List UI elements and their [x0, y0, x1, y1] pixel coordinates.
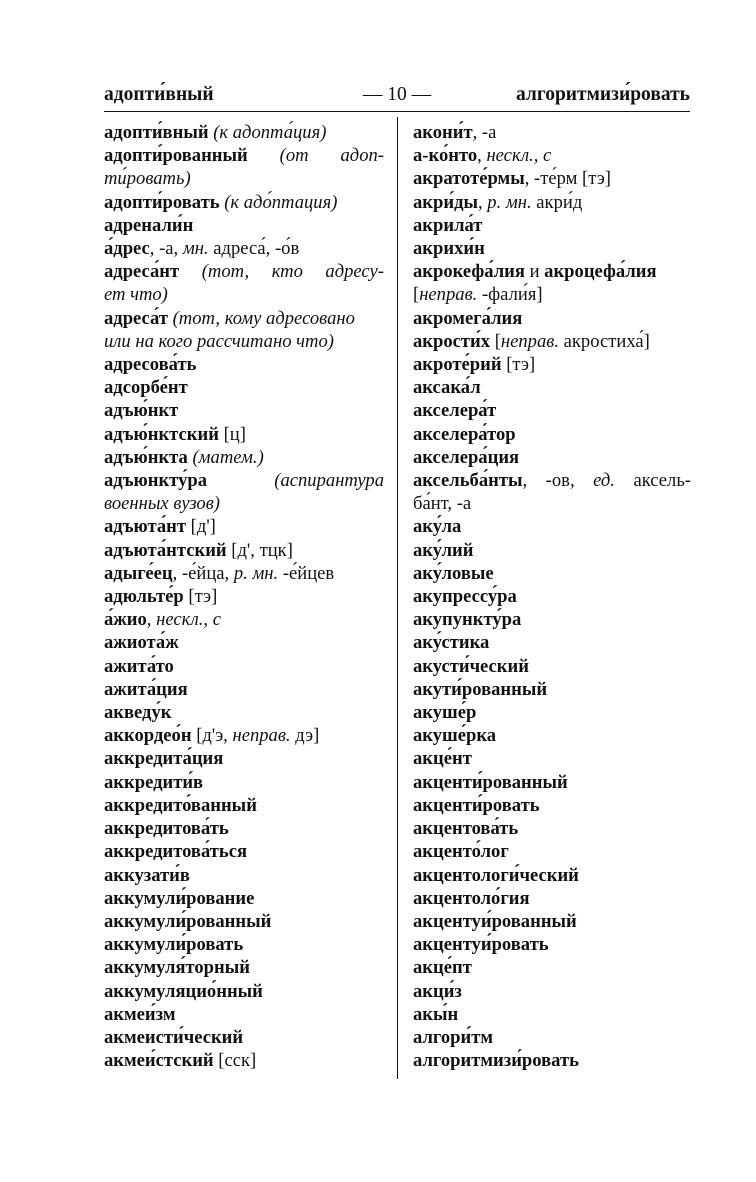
grammar-text: , — [477, 145, 487, 167]
headword: акупункту́ра — [413, 609, 522, 631]
entry-line — [413, 678, 691, 701]
headword: адресова́ть — [104, 354, 197, 376]
dictionary-entry — [104, 631, 384, 654]
headword: адопти́рованный — [104, 145, 280, 167]
dictionary-entry — [413, 446, 691, 469]
headword: аккумуляцио́нный — [104, 980, 263, 1002]
entry-line — [413, 771, 691, 794]
headword: акселера́тор — [413, 423, 516, 445]
entry-line — [104, 980, 384, 1003]
dictionary-entry — [413, 771, 691, 794]
entry-line — [413, 167, 691, 190]
entry-line — [413, 539, 691, 562]
headword: алгоритмизи́ровать — [413, 1050, 579, 1072]
headword: акценти́ровать — [413, 794, 540, 816]
entry-line — [104, 515, 384, 538]
headword: аккузати́в — [104, 864, 190, 886]
grammar-text: [тэ] — [506, 354, 536, 376]
dictionary-entry — [104, 724, 384, 747]
entry-line — [413, 469, 691, 492]
headword: адопти́ровать — [104, 191, 225, 213]
headword: акцентоло́гия — [413, 887, 530, 909]
entry-line — [104, 678, 384, 701]
entry-line — [413, 376, 691, 399]
entry-line — [413, 817, 691, 840]
dictionary-entry — [413, 1003, 691, 1026]
entry-line — [413, 492, 691, 515]
grammar-text: , -е́йца — [172, 562, 225, 584]
headword: акусти́ческий — [413, 655, 529, 677]
grammar-text: [ — [494, 330, 501, 352]
headword: акселера́т — [413, 400, 497, 422]
grammar-text: , — [146, 609, 157, 631]
dictionary-entry — [104, 376, 384, 399]
left-column — [104, 121, 384, 1072]
entry-line — [104, 353, 384, 376]
headword: адюльте́р — [104, 586, 189, 608]
headword: адъю́нкт — [104, 400, 179, 422]
entry-line — [413, 330, 691, 353]
italic-note: р. мн. — [487, 191, 532, 213]
headword: алгори́тм — [413, 1026, 494, 1048]
headword: акценто́лог — [413, 841, 509, 863]
headword: акселера́ция — [413, 446, 520, 468]
dictionary-entry — [413, 980, 691, 1003]
headword: акупрессу́ра — [413, 586, 517, 608]
dictionary-entry — [104, 933, 384, 956]
italic-note: (тот, кому адресовано — [172, 307, 355, 329]
entry-line — [413, 701, 691, 724]
entry-line — [104, 840, 384, 863]
headword: адъюта́нтский — [104, 539, 232, 561]
headword: акрости́х — [413, 330, 495, 352]
grammar-text: акростиха́] — [559, 330, 650, 352]
headword: акценти́рованный — [413, 771, 568, 793]
entry-line — [104, 469, 384, 492]
headword: акри́ды — [413, 191, 478, 213]
headword: ажиота́ж — [104, 632, 179, 654]
headword: адъюнкту́ра — [104, 470, 275, 492]
italic-note: военных вузов) — [104, 493, 220, 515]
entry-line — [104, 562, 384, 585]
headword: акце́пт — [413, 957, 472, 979]
headword: аккумуля́торный — [104, 957, 250, 979]
entry-line — [104, 144, 384, 167]
entry-line — [413, 214, 691, 237]
headword: адсорбе́нт — [104, 377, 188, 399]
dictionary-entry — [413, 608, 691, 631]
headword: акуше́рка — [413, 725, 497, 747]
italic-note: неправ. — [500, 330, 559, 352]
grammar-text: [ — [413, 284, 420, 306]
entry-line — [413, 423, 691, 446]
italic-note: (к адо́птация) — [224, 191, 338, 213]
grammar-text: и — [529, 261, 545, 283]
dictionary-entry — [413, 376, 691, 399]
entry-line — [413, 608, 691, 631]
entry-line — [104, 376, 384, 399]
entry-line — [413, 144, 691, 167]
entry-line — [413, 980, 691, 1003]
dictionary-entry — [104, 191, 384, 214]
entry-line — [104, 539, 384, 562]
grammar-text: адреса́, -о́в — [208, 238, 300, 260]
grammar-text: [тэ] — [188, 586, 218, 608]
grammar-text: дэ] — [290, 725, 320, 747]
dictionary-entry — [413, 724, 691, 747]
headword: акведу́к — [104, 702, 172, 724]
dictionary-entry — [104, 608, 384, 631]
headword: аксака́л — [413, 377, 481, 399]
entry-line — [104, 167, 384, 190]
right-column — [413, 121, 691, 1072]
dictionary-entry — [104, 539, 384, 562]
entry-line — [104, 237, 384, 260]
headword: акцентова́ть — [413, 818, 519, 840]
entry-line — [413, 747, 691, 770]
dictionary-entry — [413, 167, 691, 190]
dictionary-entry — [104, 353, 384, 376]
entry-line — [104, 1026, 384, 1049]
headword: ажита́ция — [104, 678, 188, 700]
headword: акы́н — [413, 1003, 459, 1025]
entry-line — [104, 307, 384, 330]
dictionary-entry — [104, 260, 384, 306]
grammar-text: -е́йцев — [278, 562, 335, 584]
entry-line — [413, 515, 691, 538]
dictionary-entry — [413, 631, 691, 654]
dictionary-entry — [104, 956, 384, 979]
entry-line — [413, 191, 691, 214]
headword: аку́ловые — [413, 562, 494, 584]
headword: акрихи́н — [413, 238, 485, 260]
dictionary-entry — [104, 214, 384, 237]
entry-line — [104, 191, 384, 214]
dictionary-entry — [104, 515, 384, 538]
italic-note: мн. — [182, 238, 209, 260]
entry-line — [413, 956, 691, 979]
dictionary-entry — [413, 260, 691, 306]
dictionary-entry — [413, 655, 691, 678]
headword: акмеисти́ческий — [104, 1026, 244, 1048]
entry-line — [104, 956, 384, 979]
dictionary-entry — [413, 817, 691, 840]
headword: адреса́нт — [104, 261, 202, 283]
dictionary-entry — [413, 121, 691, 144]
dictionary-entry — [413, 191, 691, 214]
entry-line — [104, 121, 384, 144]
entry-line — [413, 655, 691, 678]
entry-line — [104, 423, 384, 446]
dictionary-entry — [104, 423, 384, 446]
dictionary-entry — [413, 237, 691, 260]
entry-line — [104, 817, 384, 840]
dictionary-entry — [413, 423, 691, 446]
dictionary-entry — [413, 562, 691, 585]
dictionary-entry — [104, 817, 384, 840]
entry-line — [104, 701, 384, 724]
italic-note: (к адопта́ция) — [213, 122, 327, 143]
dictionary-entry — [413, 353, 691, 376]
dictionary-entry — [413, 585, 691, 608]
entry-line — [104, 330, 384, 353]
dictionary-entry — [104, 121, 384, 144]
entry-line — [413, 121, 691, 144]
headword: аккредито́ванный — [104, 794, 257, 816]
entry-line — [104, 283, 384, 306]
headword: акроте́рий — [413, 354, 507, 376]
entry-line — [104, 771, 384, 794]
dictionary-entry — [413, 794, 691, 817]
headword: акони́т — [413, 122, 473, 143]
dictionary-entry — [104, 469, 384, 515]
dictionary-entry — [413, 701, 691, 724]
headword: аккредита́ция — [104, 748, 224, 770]
entry-line — [104, 864, 384, 887]
dictionary-entry — [104, 307, 384, 353]
italic-note: , р. мн. — [224, 562, 279, 584]
headword: а́жио — [104, 609, 147, 631]
grammar-text: акри́д — [531, 191, 583, 213]
italic-note: (матем.) — [192, 446, 264, 468]
dictionary-entry — [104, 1049, 384, 1072]
headword: акрокефа́лия — [413, 261, 530, 283]
entry-line — [413, 794, 691, 817]
headword: акрила́т — [413, 214, 483, 236]
dictionary-entry — [104, 1003, 384, 1026]
dictionary-entry — [104, 562, 384, 585]
entry-line — [104, 260, 384, 283]
dictionary-entry — [413, 469, 691, 515]
entry-line — [104, 446, 384, 469]
dictionary-entry — [413, 515, 691, 538]
italic-note: (от адоп- — [279, 145, 384, 167]
headword: акце́нт — [413, 748, 472, 770]
entry-line — [104, 794, 384, 817]
entry-line — [104, 910, 384, 933]
italic-note: ет что) — [104, 284, 168, 306]
dictionary-entry — [413, 910, 691, 933]
headword: адыге́ец — [104, 562, 173, 584]
grammar-text: [д'э, — [196, 725, 233, 747]
headword: акмеи́зм — [104, 1003, 176, 1025]
dictionary-entry — [104, 237, 384, 260]
grammar-text: , -а — [472, 122, 497, 143]
grammar-text: аксель- — [614, 470, 691, 492]
dictionary-entry — [413, 887, 691, 910]
dictionary-entry — [104, 794, 384, 817]
italic-note: или на кого рассчитано что) — [104, 330, 334, 352]
italic-note: , ед. — [569, 470, 615, 492]
italic-note: (тот, кто адресу- — [201, 261, 385, 283]
entry-line — [413, 724, 691, 747]
entry-line — [104, 214, 384, 237]
right-running-headword: алгоритмизи́ровать — [515, 84, 690, 105]
dictionary-entry — [104, 887, 384, 910]
headword: адъю́нктский — [104, 423, 224, 445]
headword: аккумули́рование — [104, 887, 255, 909]
entry-line — [413, 631, 691, 654]
grammar-text: [сск] — [218, 1050, 257, 1072]
headword: аккумули́рованный — [104, 910, 272, 932]
dictionary-entry — [104, 910, 384, 933]
dictionary-entry — [104, 747, 384, 770]
entry-line — [413, 1003, 691, 1026]
headword: акцентуи́рованный — [413, 910, 577, 932]
dictionary-entry — [104, 446, 384, 469]
grammar-text: , — [478, 191, 488, 213]
grammar-text: -фали́я] — [477, 284, 543, 306]
entry-line — [104, 1003, 384, 1026]
grammar-text: , -те́рм [тэ] — [524, 168, 612, 190]
entry-line — [104, 492, 384, 515]
dictionary-entry — [413, 330, 691, 353]
entry-line — [104, 608, 384, 631]
headword: акци́з — [413, 980, 462, 1002]
entry-line — [413, 399, 691, 422]
headword: акромега́лия — [413, 307, 523, 329]
dictionary-entry — [413, 678, 691, 701]
headword: адренали́н — [104, 214, 194, 236]
entry-line — [104, 585, 384, 608]
dictionary-entry — [413, 214, 691, 237]
dictionary-entry — [104, 840, 384, 863]
dictionary-entry — [413, 1049, 691, 1072]
grammar-text: [д', тцк] — [231, 539, 293, 561]
headword: акратоте́рмы — [413, 168, 525, 190]
headword: аку́лий — [413, 539, 474, 561]
headword: аку́стика — [413, 632, 490, 654]
entry-line — [104, 747, 384, 770]
entry-line — [104, 1049, 384, 1072]
italic-note: ти́ровать) — [104, 168, 191, 190]
entry-line — [104, 399, 384, 422]
dictionary-entry — [104, 980, 384, 1003]
entry-line — [104, 933, 384, 956]
headword: аккордео́н — [104, 725, 197, 747]
dictionary-entry — [104, 678, 384, 701]
entry-line — [104, 724, 384, 747]
column-divider — [397, 117, 398, 1079]
entry-line — [413, 562, 691, 585]
dictionary-entry — [413, 956, 691, 979]
entry-line — [413, 283, 691, 306]
header-rule — [104, 111, 690, 112]
entry-line — [104, 887, 384, 910]
headword: аккумули́ровать — [104, 934, 244, 956]
entry-line — [104, 655, 384, 678]
entry-line — [413, 933, 691, 956]
dictionary-entry — [413, 747, 691, 770]
dictionary-entry — [413, 840, 691, 863]
headword: аккредитова́ться — [104, 841, 248, 863]
headword: а-ко́нто — [413, 145, 478, 167]
dictionary-entry — [104, 864, 384, 887]
headword: аккредити́в — [104, 771, 204, 793]
left-running-headword: адопти́вный — [104, 84, 214, 105]
dictionary-entry — [104, 771, 384, 794]
grammar-text: [д'] — [190, 516, 216, 538]
dictionary-entry — [413, 307, 691, 330]
running-header — [104, 80, 690, 110]
grammar-text: , -а, — [149, 238, 183, 260]
dictionary-entry — [104, 1026, 384, 1049]
italic-note: нескл., с — [486, 145, 552, 167]
dictionary-entry — [104, 655, 384, 678]
dictionary-entry — [413, 933, 691, 956]
dictionary-entry — [104, 144, 384, 190]
dictionary-entry — [413, 539, 691, 562]
entry-line — [413, 1026, 691, 1049]
headword: акцентуи́ровать — [413, 934, 549, 956]
italic-note: (аспирантура — [274, 470, 384, 492]
entry-line — [413, 887, 691, 910]
entry-line — [413, 260, 691, 283]
entry-line — [413, 910, 691, 933]
dictionary-entry — [104, 585, 384, 608]
dictionary-entry — [413, 144, 691, 167]
entry-line — [413, 864, 691, 887]
entry-line — [104, 631, 384, 654]
headword: адопти́вный — [104, 122, 214, 143]
headword: аку́ла — [413, 516, 462, 538]
headword: адреса́т — [104, 307, 173, 329]
headword: адъюта́нт — [104, 516, 191, 538]
headword: акути́рованный — [413, 678, 548, 700]
page-number: — 10 — — [362, 84, 432, 105]
dictionary-entry — [413, 399, 691, 422]
headword: акмеи́стский — [104, 1050, 219, 1072]
italic-note: неправ. — [419, 284, 478, 306]
headword: акцентологи́ческий — [413, 864, 579, 886]
headword: адъю́нкта — [104, 446, 193, 468]
entry-line — [413, 237, 691, 260]
dictionary-entry — [104, 701, 384, 724]
headword: а́дрес — [104, 238, 150, 260]
dictionary-entry — [104, 399, 384, 422]
grammar-text: , -ов — [522, 470, 570, 492]
headword: аксельба́нты — [413, 470, 523, 492]
dictionary-entry — [413, 864, 691, 887]
headword: акуше́р — [413, 702, 477, 724]
headword: ажита́то — [104, 655, 174, 677]
entry-line — [413, 353, 691, 376]
entry-line — [413, 585, 691, 608]
dictionary-entry — [413, 1026, 691, 1049]
entry-line — [413, 1049, 691, 1072]
italic-note: неправ. — [232, 725, 291, 747]
headword: акроцефа́лия — [544, 261, 657, 283]
entry-line — [413, 840, 691, 863]
grammar-text: ба́нт, -а — [413, 493, 472, 515]
entry-line — [413, 446, 691, 469]
grammar-text: [ц] — [223, 423, 246, 445]
headword: аккредитова́ть — [104, 818, 229, 840]
entry-line — [413, 307, 691, 330]
italic-note: нескл., с — [156, 609, 221, 631]
